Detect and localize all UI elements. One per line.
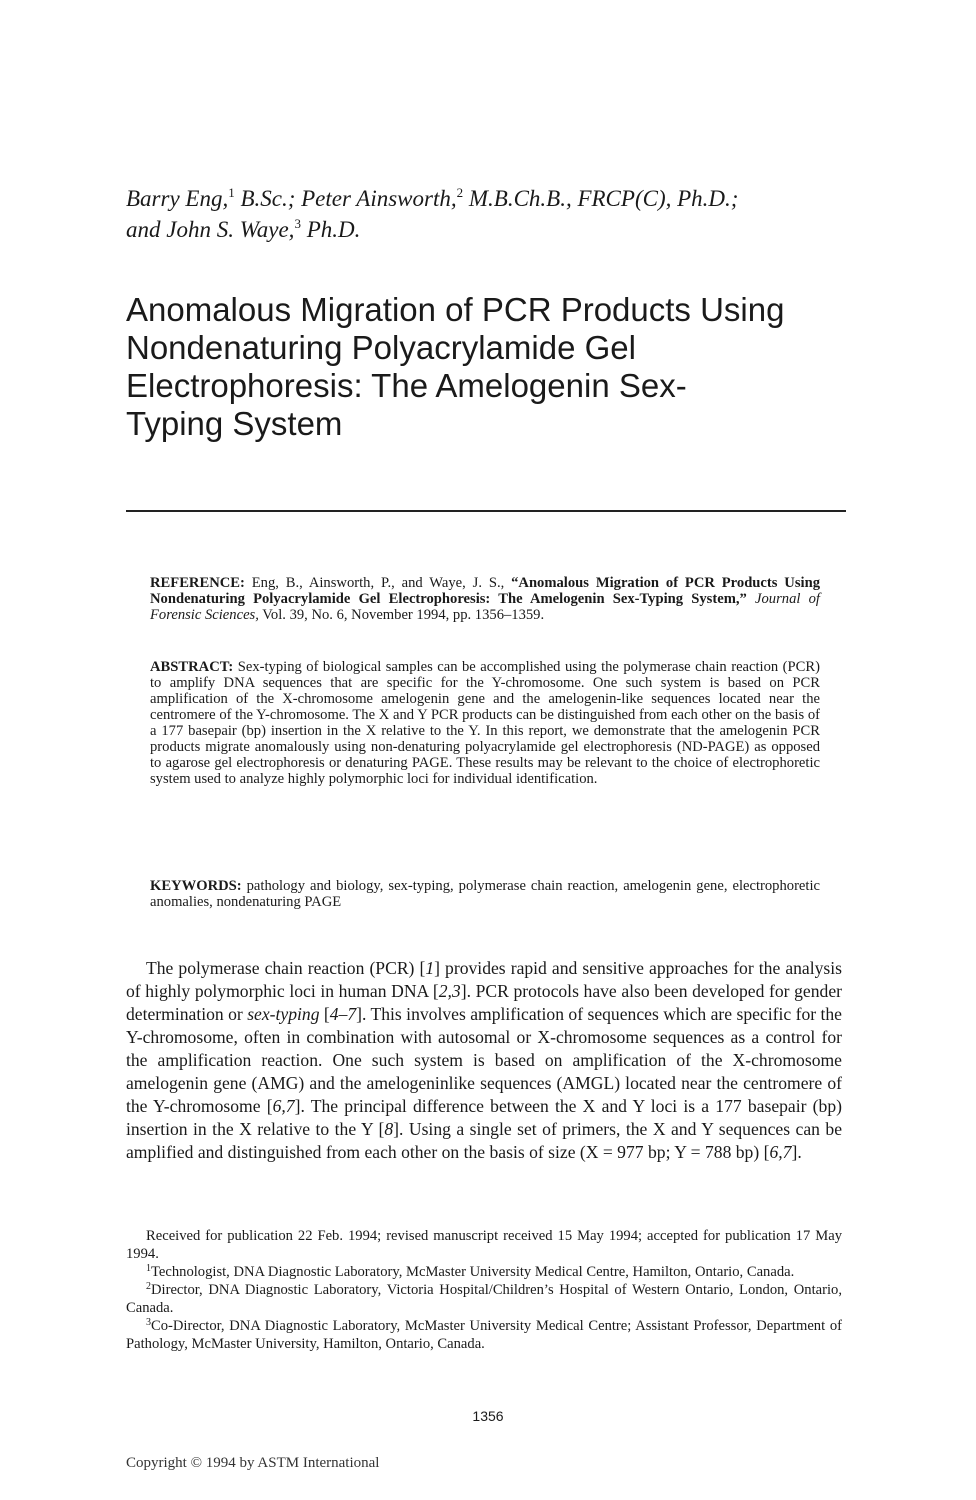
author-degree: B.Sc.; Peter Ainsworth,: [234, 186, 457, 211]
citation: 1: [425, 958, 435, 978]
page-number: 1356: [472, 1408, 504, 1424]
reference-label: REFERENCE:: [150, 575, 245, 591]
citation: 4–7: [329, 1004, 357, 1024]
reference-block: [150, 575, 820, 623]
body-paragraph: [126, 957, 842, 1164]
title-line: Nondenaturing Polyacrylamide Gel: [126, 329, 636, 366]
footnote-text: Director, DNA Diagnostic Laboratory, Victoria Hospital/Children’s Hospital of Western Ontario, London, Ontario, Canada.: [126, 1282, 842, 1316]
emphasis: sex-typing: [247, 1004, 320, 1024]
footnote-3: [126, 1317, 842, 1353]
body-text-run: ]. Using a single set of primers, the X and Y sequences can be amplified and distinguished from each other on the basis of size (X = 977 bp; Y = 788 bp) [: [126, 1119, 842, 1162]
citation: 8: [384, 1119, 394, 1139]
citation: 6,7: [272, 1096, 295, 1116]
affiliation-mark: 3: [294, 216, 301, 231]
reference-authors: Eng, B., Ainsworth, P., and Waye, J. S.,: [244, 575, 512, 591]
body-text-run: ]. PCR protocols have also been developed for gender determination or: [126, 981, 842, 1024]
title-line: Anomalous Migration of PCR Products Using: [126, 291, 785, 328]
body-text-run: The polymerase chain reaction (PCR) [: [146, 958, 426, 978]
footnote-mark: 3: [146, 1317, 151, 1328]
keywords-label: KEYWORDS:: [150, 878, 242, 894]
author-line: [126, 183, 846, 245]
footnote-text: Co-Director, DNA Diagnostic Laboratory, McMaster University Medical Centre; Assistant Professor, Department of Pathology, McMaster University, Hamilton, Ontario, Canada.: [126, 1318, 842, 1352]
reference-title: “Anomalous Migration of PCR Products Using Nondenaturing Polyacrylamide Gel Electrophoresis: The Amelogenin Sex-Typing System,”: [150, 575, 820, 607]
citation: 6,7: [769, 1142, 792, 1162]
citation: 2,3: [438, 981, 461, 1001]
title-line: Electrophoresis: The Amelogenin Sex-: [126, 367, 687, 404]
title-divider: [126, 510, 846, 512]
footnote-mark: 1: [146, 1263, 151, 1274]
author-degree: M.B.Ch.B., FRCP(C), Ph.D.;: [463, 186, 739, 211]
body-text-run: ] provides rapid and sensitive approaches for the analysis of highly polymorphic loci in human DNA [: [126, 958, 843, 1001]
affiliation-mark: 2: [456, 185, 464, 200]
received-note: Received for publication 22 Feb. 1994; revised manuscript received 15 May 1994; accepted for publication 17 May 1994.: [126, 1228, 842, 1262]
author-degree: Ph.D.: [300, 217, 361, 242]
abstract-label: ABSTRACT:: [150, 659, 234, 675]
body-text-run: [: [319, 1004, 330, 1024]
reference-details: Vol. 39, No. 6, November 1994, pp. 1356–1359.: [258, 607, 545, 623]
body-text-run: ].: [791, 1142, 802, 1162]
reference-journal: Journal of Forensic Sciences,: [150, 591, 820, 623]
copyright-notice: Copyright © 1994 by ASTM International: [126, 1455, 380, 1471]
author-name: Barry Eng,: [126, 186, 229, 211]
article-title: [126, 291, 846, 443]
footnote-mark: 2: [146, 1281, 151, 1292]
footnotes: [126, 1227, 842, 1353]
affiliation-mark: 1: [228, 185, 235, 200]
body-text-run: ]. This involves amplification of sequences which are specific for the Y-chromosome, often in combination with autosomal or X-chromosome sequences as a control for the amplification reaction. One such system is based on amplification of the X-chromosome amelogenin gene (AMG) and the amelogeninlike sequences (AMGL) located near the centromere of the Y-chromosome [: [126, 1004, 842, 1116]
abstract-block: [150, 659, 820, 787]
keywords-block: [150, 878, 820, 910]
keywords-text: pathology and biology, sex-typing, polymerase chain reaction, amelogenin gene, electrophoretic anomalies, nondenaturing PAGE: [150, 878, 820, 910]
footnote-1: [126, 1263, 842, 1281]
title-line: Typing System: [126, 405, 343, 442]
footnote-text: Technologist, DNA Diagnostic Laboratory, McMaster University Medical Centre, Hamilton, Ontario, Canada.: [151, 1264, 795, 1280]
footnote-2: [126, 1281, 842, 1317]
abstract-text: Sex-typing of biological samples can be accomplished using the polymerase chain reaction (PCR) to amplify DNA sequences that are specific for the Y-chromosome. One such system is based on PCR amplification of the X-chromosome amelogenin gene and the amelogenin-like sequences located near the centromere of the Y-chromosome. The X and Y PCR products can be distinguished from each other on the basis of a 177 basepair (bp) insertion in the X relative to the Y. In this report, we demonstrate that the amelogenin PCR products migrate anomalously using non-denaturing polyacrylamide gel electrophoresis (ND-PAGE) as opposed to agarose gel electrophoresis or denaturing PAGE. These results may be relevant to the choice of electrophoretic system used to analyze highly polymorphic loci for individual identification.: [150, 659, 820, 787]
body-text-run: ]. The principal difference between the X and Y loci is a 177 basepair (bp) insertion in the X relative to the Y [: [126, 1096, 842, 1139]
author-name: and John S. Waye,: [126, 217, 295, 242]
